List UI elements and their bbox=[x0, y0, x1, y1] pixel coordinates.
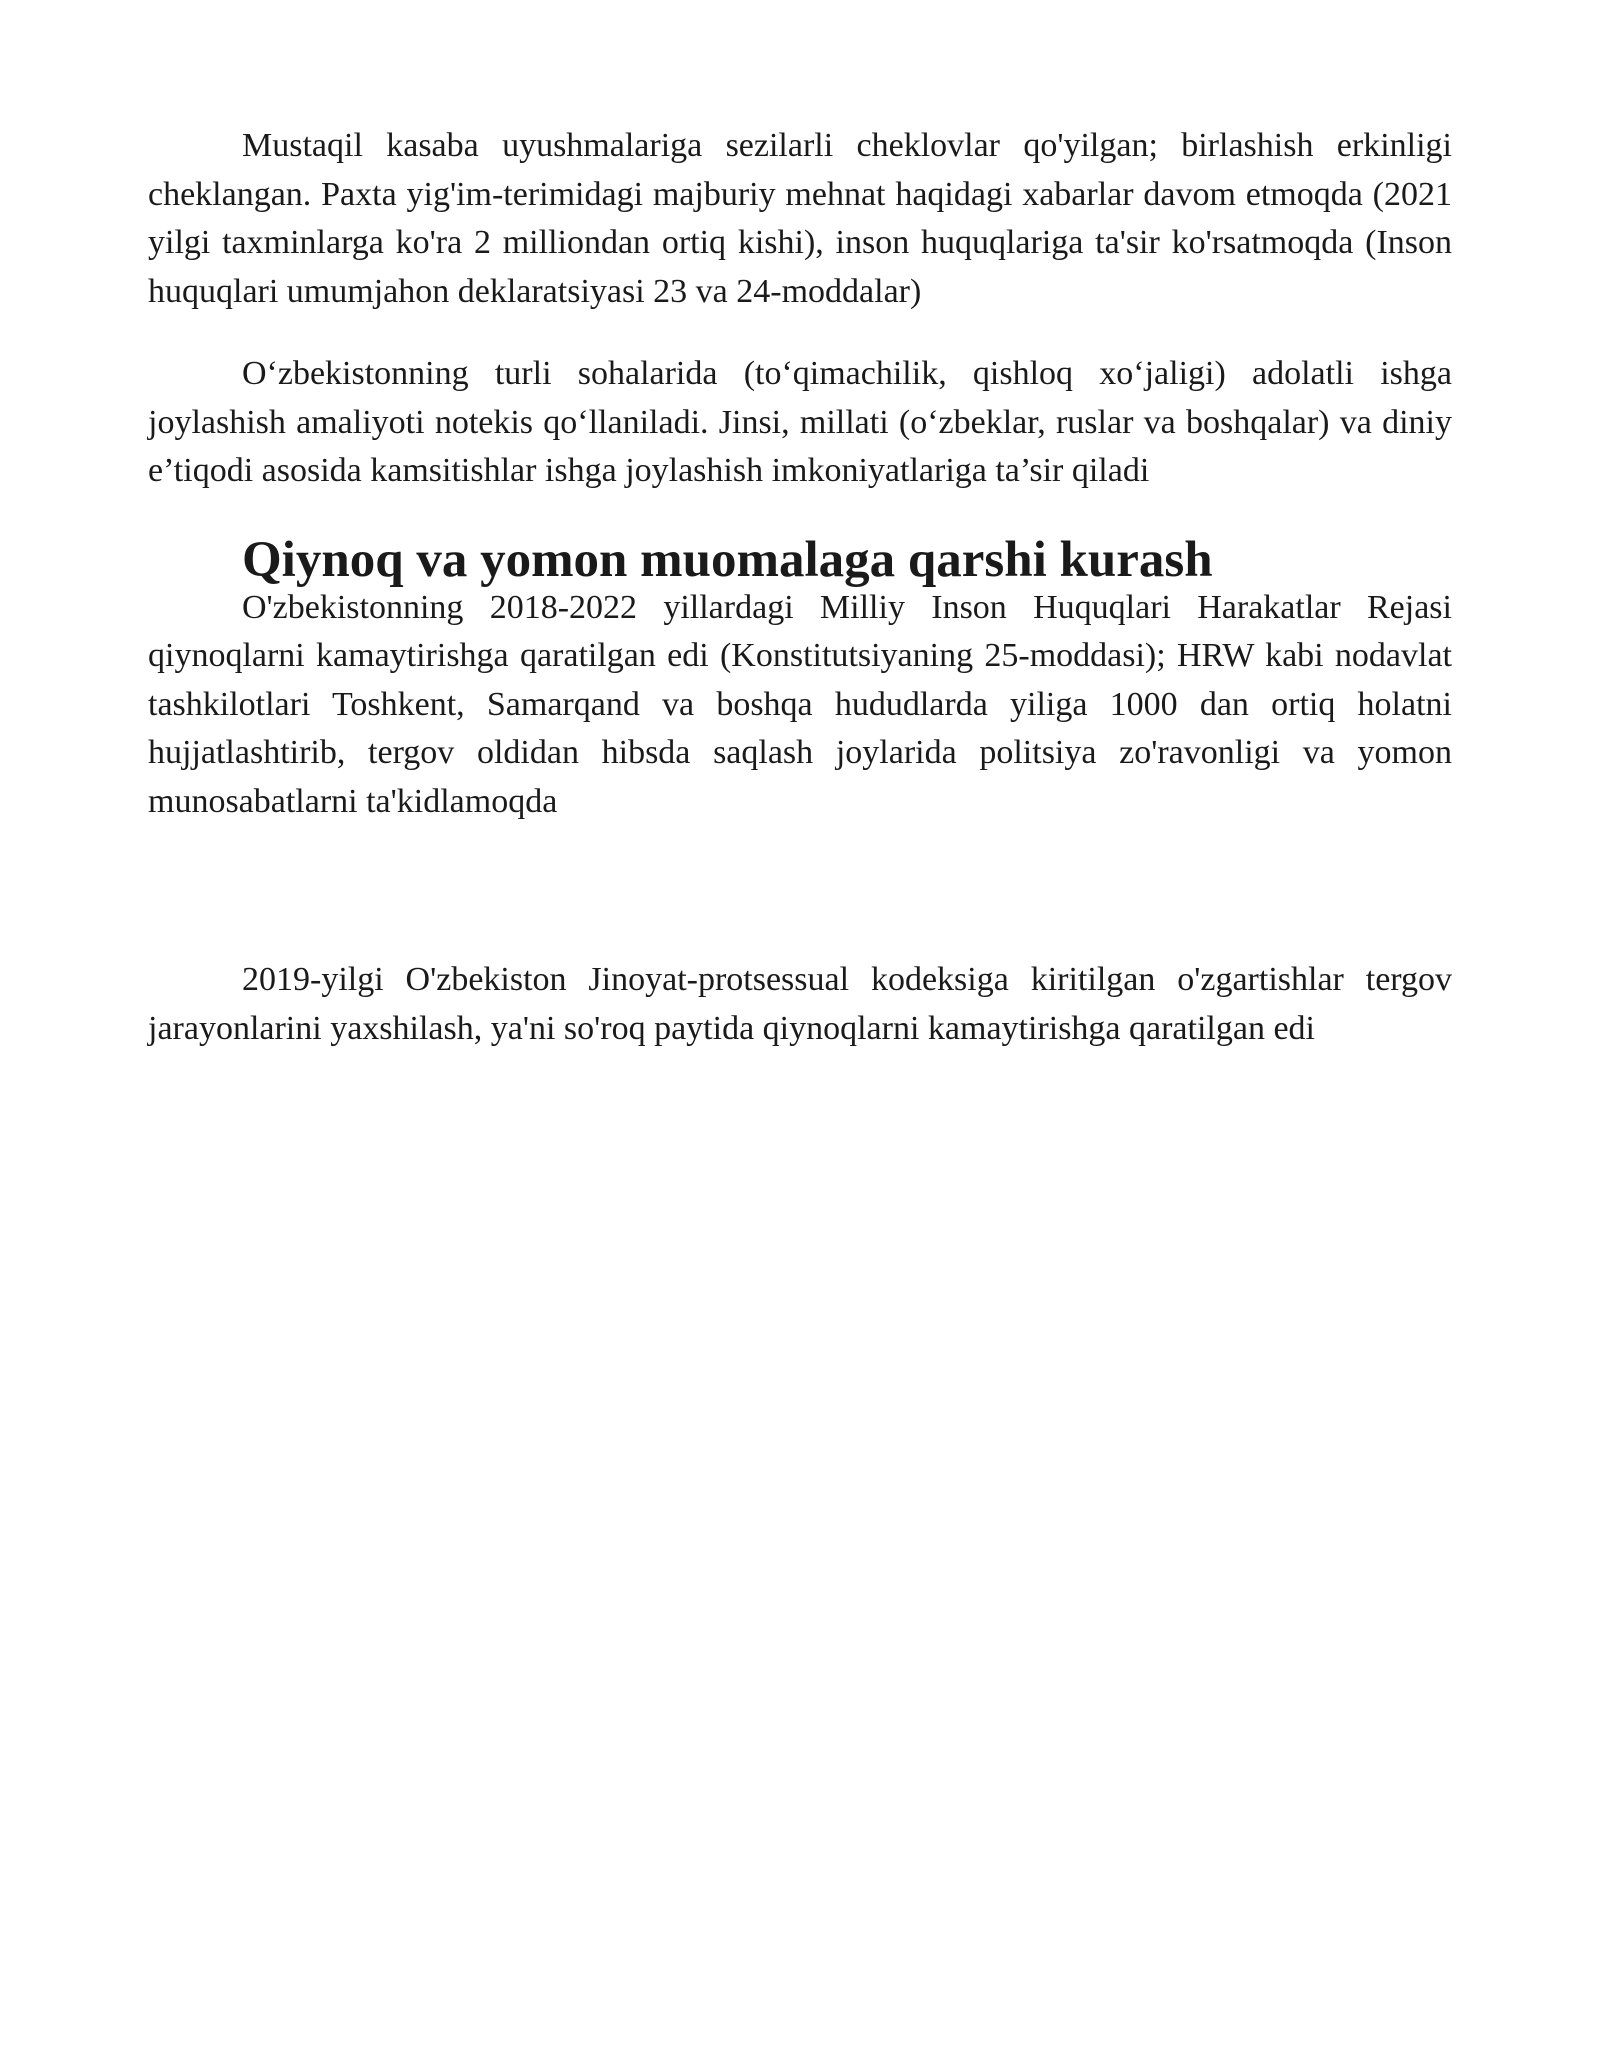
paragraph-action-plan: O'zbekistonning 2018-2022 yillardagi Milliy Inson Huquqlari Harakatlar Rejasi qiynoqlarni kamaytirishga qaratilgan edi (Konstitutsiyaning 25-moddasi); HRW kabi nodavlat tashkilotlari Toshkent, Samarqand va boshqa hududlarda yiliga 1000 dan ortiq holatni hujjatlashtirib, tergov oldidan hibsda saqlash joylarida politsiya zo'ravonligi va yomon munosabatlarni ta'kidlamoqda bbox=[148, 588, 1452, 820]
paragraph-criminal-procedure: 2019-yilgi O'zbekiston Jinoyat-protsessual kodeksiga kiritilgan o'zgartishlar tergov jarayonlarini yaxshilash, ya'ni so'roq paytida qiynoqlarni kamaytirishga qaratilgan edi bbox=[148, 961, 1452, 1047]
document-body bbox=[148, 122, 1452, 1053]
section-heading: Qiynoq va yomon muomalaga qarshi kurash bbox=[242, 531, 1213, 588]
paragraph-spacer bbox=[148, 826, 1452, 956]
paragraph-spacer bbox=[148, 496, 1452, 536]
paragraph-spacer bbox=[148, 316, 1452, 350]
paragraph-labor-unions: Mustaqil kasaba uyushmalariga sezilarli cheklovlar qo'yilgan; birlashish erkinligi cheklangan. Paxta yig'im-terimidagi majburiy mehnat haqidagi xabarlar davom etmoqda (2021 yilgi taxminlarga ko'ra 2 milliondan ortiq kishi), inson huquqlariga ta'sir ko'rsatmoqda (Inson huquqlari umumjahon deklaratsiyasi 23 va 24-moddalar) bbox=[148, 127, 1452, 310]
paragraph-employment-discrimination: O‘zbekistonning turli sohalarida (to‘qimachilik, qishloq xo‘jaligi) adolatli ishga joylashish amaliyoti notekis qo‘llaniladi. Jinsi, millati (o‘zbeklar, ruslar va boshqalar) va diniy e’tiqodi asosida kamsitishlar ishga joylashish imkoniyatlariga ta’sir qiladi bbox=[148, 355, 1452, 489]
